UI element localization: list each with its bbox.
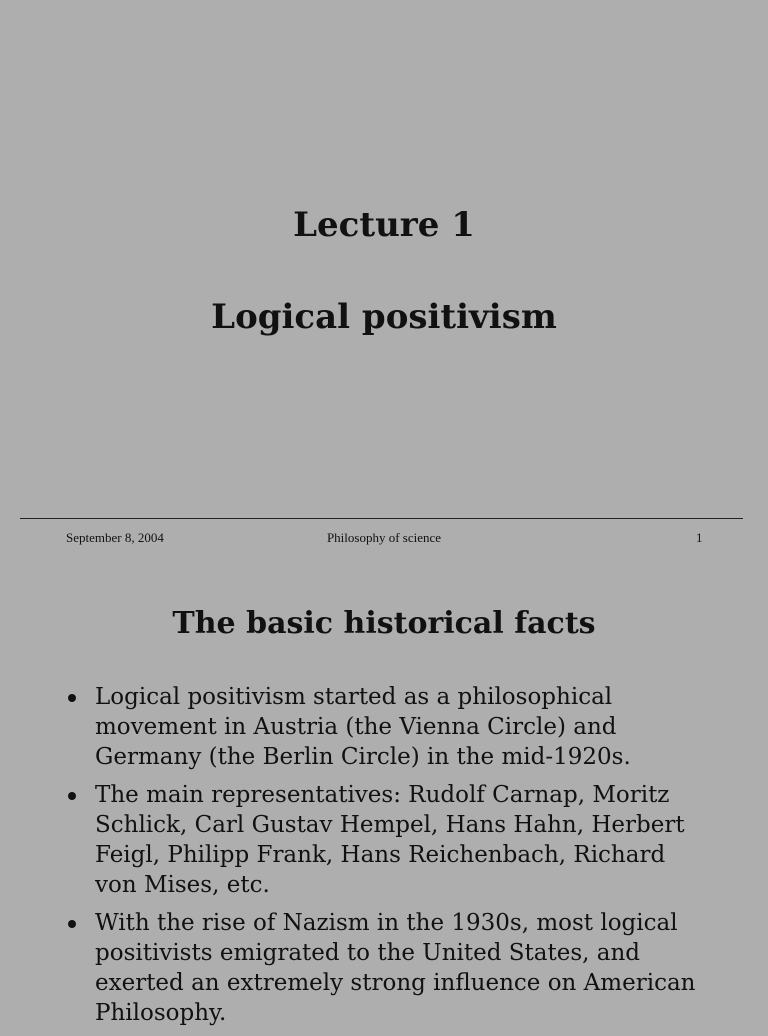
slide-heading: The basic historical facts xyxy=(172,606,596,641)
bullet-icon xyxy=(68,792,76,800)
bullet-text: The main representatives: Rudolf Carnap, Moritz Schlick, Carl Gustav Hempel, Hans Hahn, Herbert Feigl, Philipp Frank, Hans Reichenbach, Richard von Mises, etc. xyxy=(95,782,685,898)
lecture-title: Lecture 1 xyxy=(293,205,475,245)
bullet-list xyxy=(0,682,768,1036)
bullet-icon xyxy=(68,694,76,702)
list-item xyxy=(0,682,768,772)
footer-divider xyxy=(20,518,743,519)
list-item xyxy=(0,908,768,1028)
lecture-topic: Logical positivism xyxy=(211,297,557,337)
footer-date: September 8, 2004 xyxy=(66,530,164,545)
bullet-text: With the rise of Nazism in the 1930s, most logical positivists emigrated to the United States, and exerted an extremely strong influence on American Philosophy. xyxy=(95,910,696,1026)
footer-page-number: 1 xyxy=(696,530,703,545)
bullet-text: Logical positivism started as a philosophical movement in Austria (the Vienna Circle) and Germany (the Berlin Circle) in the mid-1920s. xyxy=(95,684,631,770)
bullet-icon xyxy=(68,920,76,928)
footer-course: Philosophy of science xyxy=(326,530,442,545)
list-item xyxy=(0,780,768,900)
